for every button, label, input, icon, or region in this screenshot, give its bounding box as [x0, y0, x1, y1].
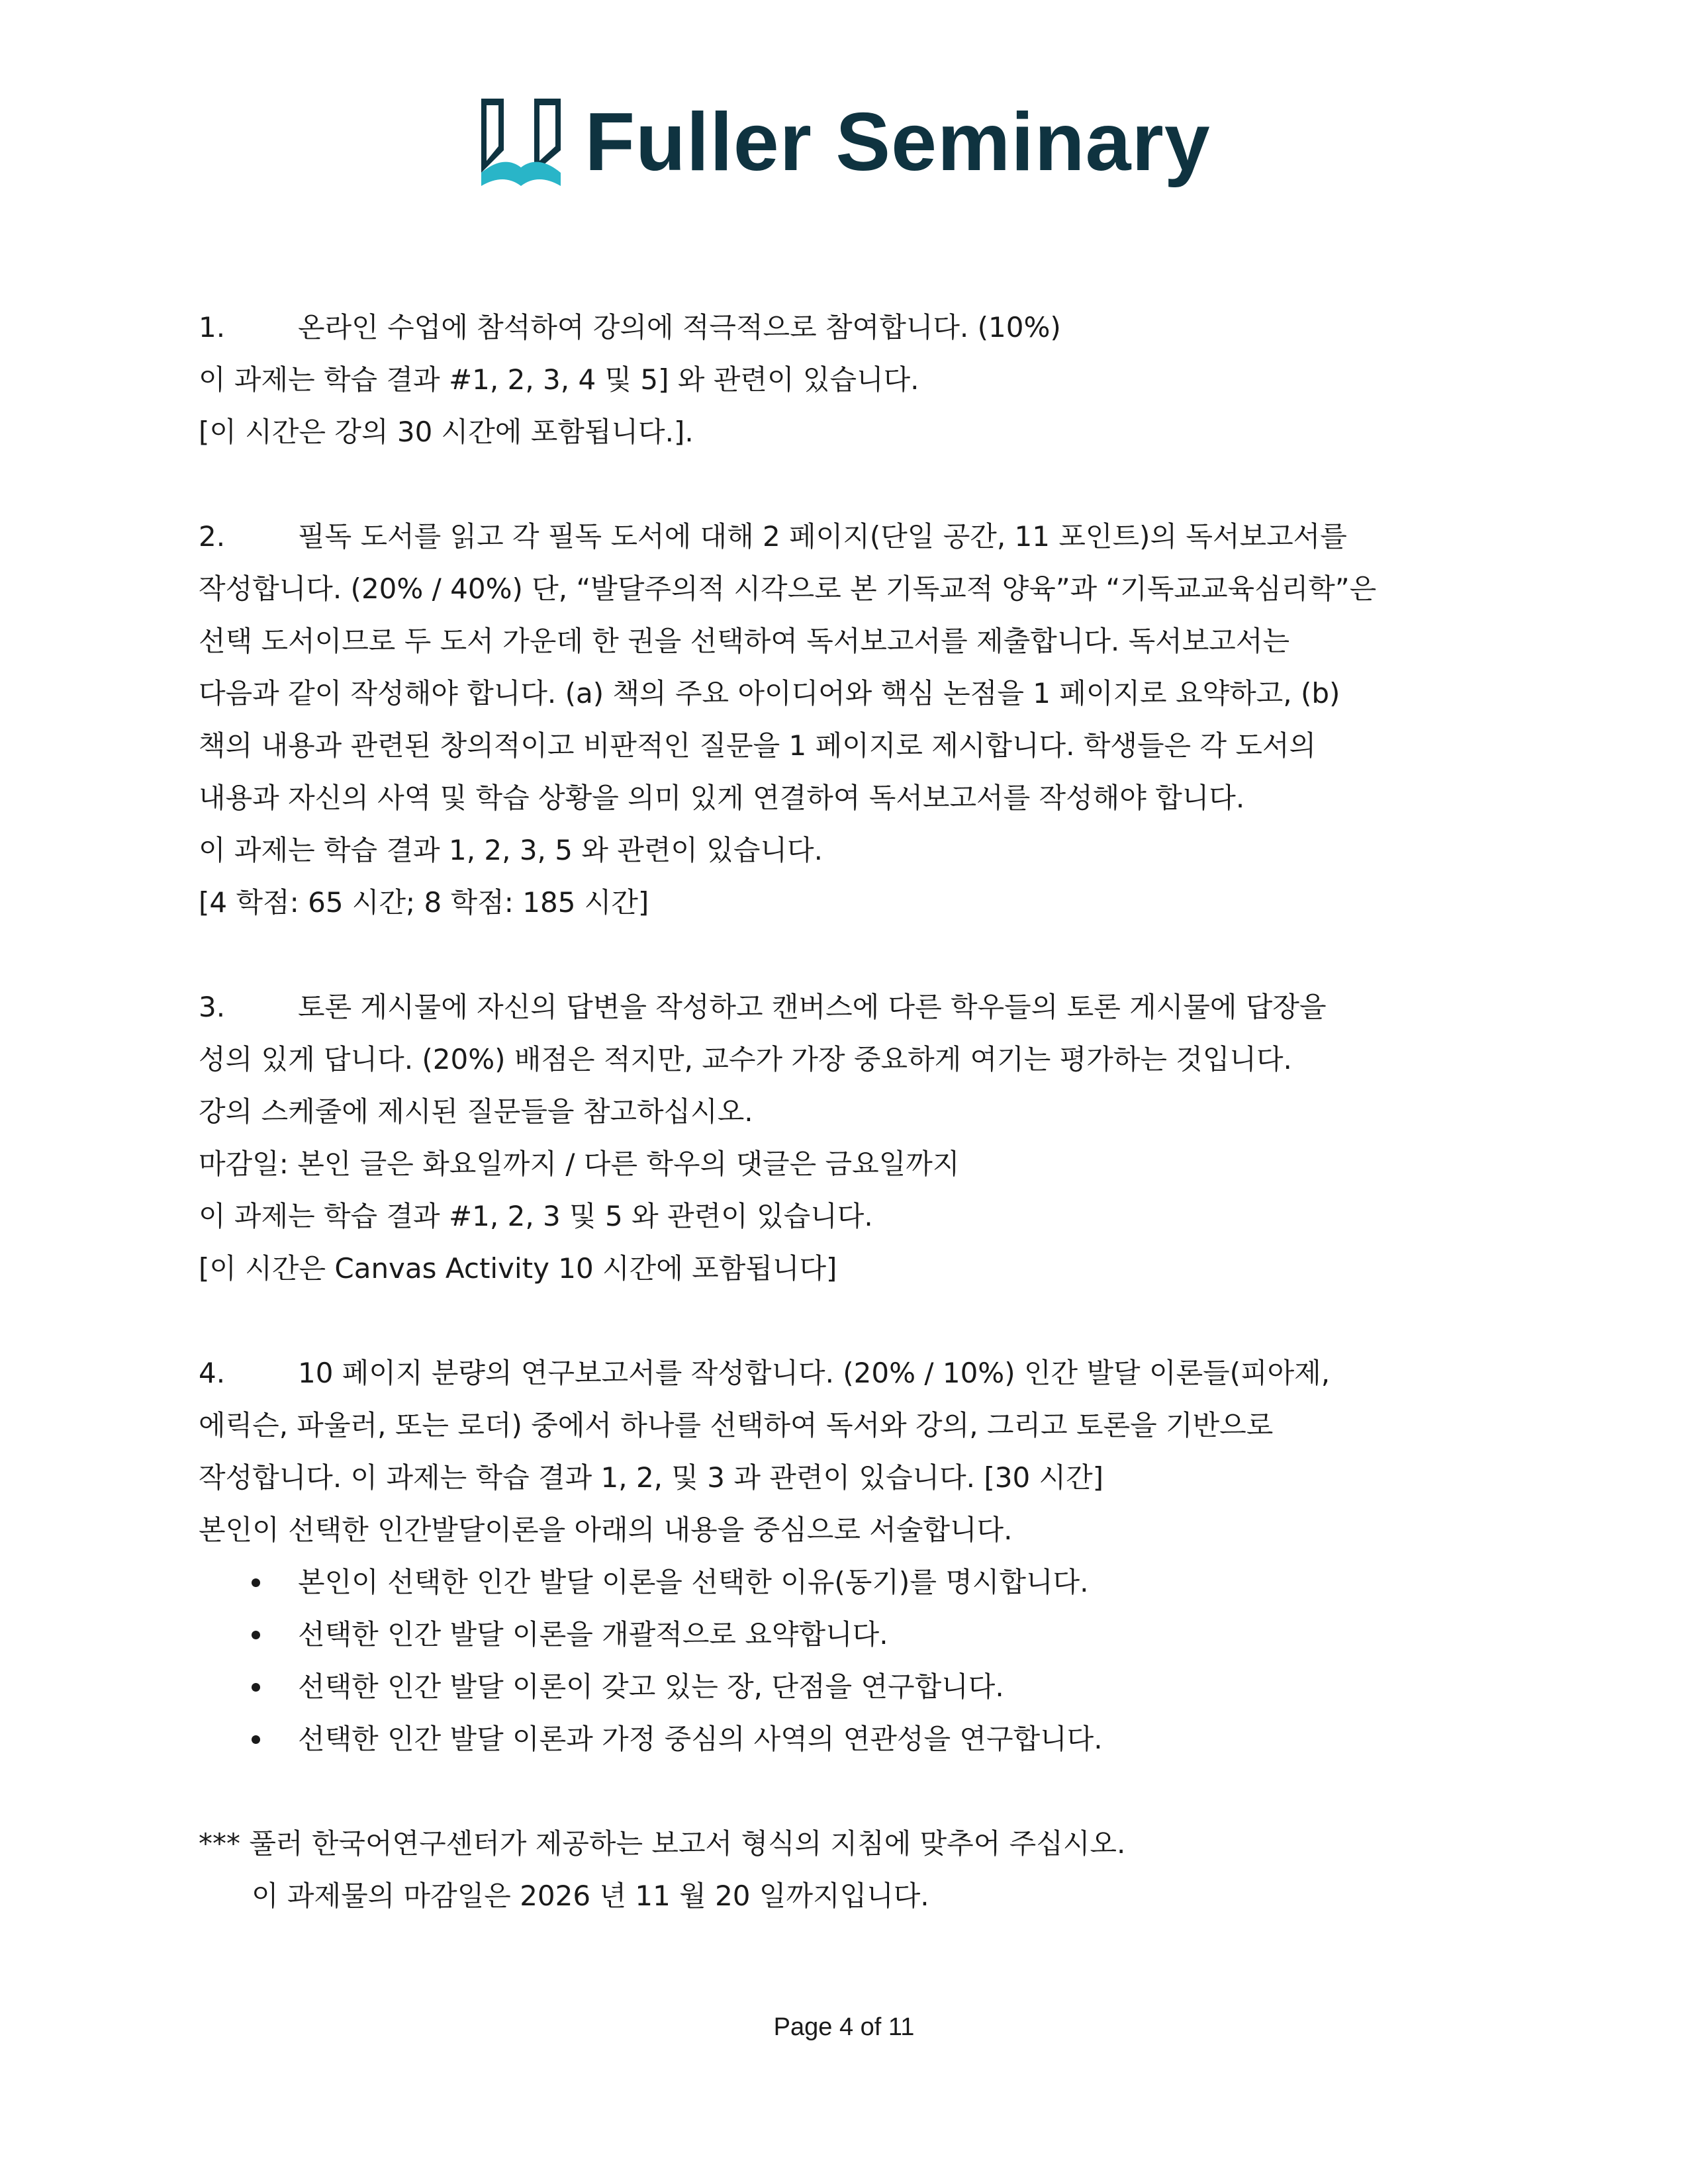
assignment-line: [4 학점: 65 시간; 8 학점: 185 시간] [199, 886, 649, 919]
line-text: 토론 게시물에 자신의 답변을 작성하고 캔버스에 다른 학우들의 토론 게시물에 답장을 [298, 991, 1327, 1023]
assignment-line: 내용과 자신의 사역 및 학습 상황을 의미 있게 연결하여 독서보고서를 작성해야 합니다. [199, 782, 1245, 814]
assignment-line: [이 시간은 강의 30 시간에 포함됩니다.]. [199, 416, 694, 448]
assignment-line: 책의 내용과 관련된 창의적이고 비판적인 질문을 1 페이지로 제시합니다. 학생들은 각 도서의 [199, 729, 1317, 762]
assignment-line [199, 510, 1509, 563]
note-line: *** 풀러 한국어연구센터가 제공하는 보고서 형식의 지침에 맞추어 주십시오. [199, 1827, 1126, 1860]
list-item: 선택한 인간 발달 이론이 갖고 있는 장, 단점을 연구합니다. [199, 1661, 1509, 1713]
item-number: 3. [199, 991, 226, 1023]
assignment-line: [이 시간은 Canvas Activity 10 시간에 포함됩니다] [199, 1252, 837, 1285]
assignment-line: 본인이 선택한 인간발달이론을 아래의 내용을 중심으로 서술합니다. [199, 1514, 1013, 1546]
assignment-item-4 [199, 1347, 1509, 1765]
assignment-line: 이 과제는 학습 결과 #1, 2, 3, 4 및 5] 와 관련이 있습니다. [199, 363, 919, 396]
assignment-line: 에릭슨, 파울러, 또는 로더) 중에서 하나를 선택하여 독서와 강의, 그리고 토론을 기반으로 [199, 1409, 1274, 1441]
assignment-item-3 [199, 981, 1509, 1295]
document-body [199, 301, 1509, 1922]
assignment-item-1 [199, 301, 1509, 458]
assignment-line: 이 과제는 학습 결과 1, 2, 3, 5 와 관련이 있습니다. [199, 834, 823, 866]
assignment-line [199, 301, 1509, 353]
paragraph-gap [199, 929, 1509, 981]
assignment-line: 작성합니다. (20% / 40%) 단, “발달주의적 시각으로 본 기독교적 양육”과 “기독교교육심리학”은 [199, 572, 1377, 605]
assignment-line [199, 1347, 1509, 1399]
item-number: 2. [199, 520, 226, 553]
item-number: 1. [199, 311, 226, 343]
assignment-line: 강의 스케줄에 제시된 질문들을 참고하십시오. [199, 1095, 753, 1128]
paragraph-gap [199, 1295, 1509, 1347]
deadline-line: 이 과제물의 마감일은 2026 년 11 월 20 일까지입니다. [252, 1880, 929, 1912]
paragraph-gap [199, 1765, 1509, 1817]
format-note [199, 1817, 1509, 1922]
line-text: 온라인 수업에 참석하여 강의에 적극적으로 참여합니다. (10%) [298, 311, 1061, 343]
bullet-list [199, 1556, 1509, 1765]
page-number: Page 4 of 11 [773, 2013, 915, 2041]
list-item: 선택한 인간 발달 이론을 개괄적으로 요약합니다. [199, 1608, 1509, 1661]
item-number: 4. [199, 1357, 226, 1389]
fuller-seminary-logo [477, 99, 1210, 186]
assignment-line: 다음과 같이 작성해야 합니다. (a) 책의 주요 아이디어와 핵심 논점을 1 페이지로 요약하고, (b) [199, 677, 1340, 709]
assignment-line [199, 981, 1509, 1033]
logo-text: Fuller Seminary [585, 97, 1211, 188]
assignment-line: 선택 도서이므로 두 도서 가운데 한 권을 선택하여 독서보고서를 제출합니다. 독서보고서는 [199, 625, 1290, 657]
paragraph-gap [199, 458, 1509, 510]
assignment-item-2 [199, 510, 1509, 929]
list-item: 본인이 선택한 인간 발달 이론을 선택한 이유(동기)를 명시합니다. [199, 1556, 1509, 1608]
open-book-logo-icon [477, 99, 565, 186]
assignment-line: 작성합니다. 이 과제는 학습 결과 1, 2, 및 3 과 관련이 있습니다. [30 시간] [199, 1461, 1104, 1494]
page-header [0, 93, 1688, 192]
assignment-line: 이 과제는 학습 결과 #1, 2, 3 및 5 와 관련이 있습니다. [199, 1200, 873, 1232]
assignment-line: 성의 있게 답니다. (20%) 배점은 적지만, 교수가 가장 중요하게 여기는 평가하는 것입니다. [199, 1043, 1292, 1075]
assignment-line: 마감일: 본인 글은 화요일까지 / 다른 학우의 댓글은 금요일까지 [199, 1148, 960, 1180]
list-item: 선택한 인간 발달 이론과 가정 중심의 사역의 연관성을 연구합니다. [199, 1713, 1509, 1765]
line-text: 10 페이지 분량의 연구보고서를 작성합니다. (20% / 10%) 인간 발달 이론들(피아제, [298, 1357, 1331, 1389]
line-text: 필독 도서를 읽고 각 필독 도서에 대해 2 페이지(단일 공간, 11 포인트)의 독서보고서를 [298, 520, 1347, 553]
